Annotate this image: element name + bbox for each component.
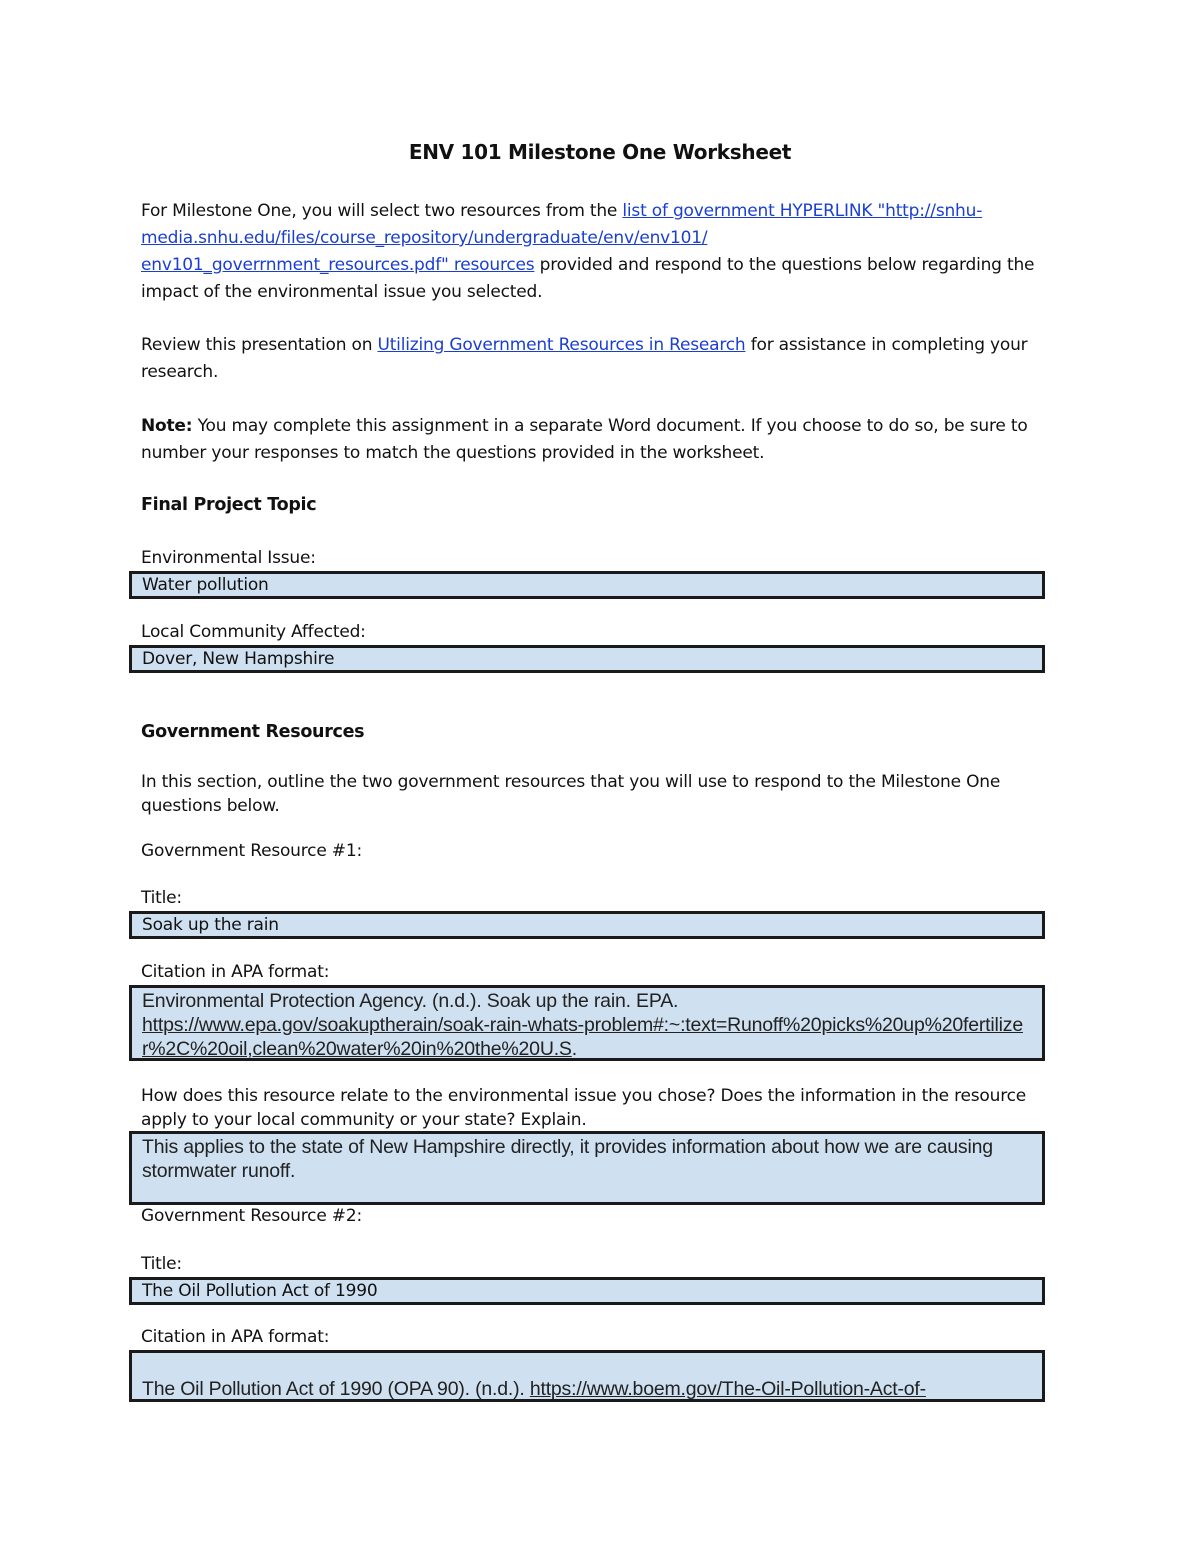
final-project-heading: Final Project Topic xyxy=(141,495,317,515)
resource1-citation-url[interactable]: https://www.epa.gov/soakuptherain/soak-rain-whats-problem#:~:text=Runoff%20picks%20up%20fertilizer%2C%20oil,clean%20water%20in%20the%20U.S xyxy=(142,1014,1023,1060)
environmental-issue-field[interactable] xyxy=(129,571,1045,599)
resource1-title-value: Soak up the rain xyxy=(142,915,279,935)
page-title: ENV 101 Milestone One Worksheet xyxy=(408,140,792,164)
intro-paragraph xyxy=(141,198,1061,306)
review-text-after: for assistance in completing your research. xyxy=(141,335,1028,382)
resource1-citation-field[interactable] xyxy=(129,985,1045,1061)
government-resources-heading: Government Resources xyxy=(141,722,365,742)
environmental-issue-value: Water pollution xyxy=(142,575,269,595)
note-label: Note: xyxy=(141,416,193,436)
resource1-citation-text: Environmental Protection Agency. (n.d.). Soak up the rain. EPA. xyxy=(142,990,679,1012)
intro-text-after: provided and respond to the questions below regarding the impact of the environmental issue you selected. xyxy=(141,255,1035,302)
note-paragraph xyxy=(141,413,1061,467)
resource2-title-value: The Oil Pollution Act of 1990 xyxy=(142,1281,378,1301)
resource1-answer-value: This applies to the state of New Hampshire directly, it provides information about how we are causing stormwater runoff. xyxy=(142,1136,993,1182)
resource2-title-field[interactable] xyxy=(129,1277,1045,1305)
resource1-label: Government Resource #1: xyxy=(141,841,362,861)
resource2-label: Government Resource #2: xyxy=(141,1206,362,1226)
resource2-citation-text: The Oil Pollution Act of 1990 (OPA 90). (n.d.). xyxy=(142,1378,530,1400)
resource2-citation-label: Citation in APA format: xyxy=(141,1327,330,1347)
resource2-citation-url[interactable]: https://www.boem.gov/The-Oil-Pollution-Act-of- xyxy=(529,1378,926,1400)
resource1-title-label: Title: xyxy=(141,888,182,908)
government-resources-intro: In this section, outline the two government resources that you will use to respond to the Milestone One questions below. xyxy=(141,772,1001,816)
resource1-answer-field[interactable] xyxy=(129,1131,1045,1205)
local-community-label: Local Community Affected: xyxy=(141,622,366,642)
environmental-issue-label: Environmental Issue: xyxy=(141,548,316,568)
resource1-question: How does this resource relate to the environmental issue you chose? Does the information in the resource apply to your local community or your state? Explain. xyxy=(141,1086,1027,1130)
resource1-citation-end: . xyxy=(571,1038,577,1060)
resource1-title-field[interactable] xyxy=(129,911,1045,939)
local-community-value: Dover, New Hampshire xyxy=(142,649,335,669)
government-resources-link[interactable]: list of government HYPERLINK "http://snhu- media.snhu.edu/files/course_repository/undergraduate/env/env101/ env101_goverrnment_resources.pdf" resources xyxy=(141,201,983,275)
review-paragraph xyxy=(141,332,1061,386)
presentation-link[interactable]: Utilizing Government Resources in Research xyxy=(377,335,746,355)
resource1-citation-label: Citation in APA format: xyxy=(141,962,330,982)
resource2-title-label: Title: xyxy=(141,1254,182,1274)
note-text: You may complete this assignment in a separate Word document. If you choose to do so, be sure to number your responses to match the questions provided in the worksheet. xyxy=(141,416,1028,463)
local-community-field[interactable] xyxy=(129,645,1045,673)
intro-text: For Milestone One, you will select two resources from the xyxy=(141,201,623,221)
review-text: Review this presentation on xyxy=(141,335,378,355)
resource2-citation-field[interactable] xyxy=(129,1350,1045,1402)
